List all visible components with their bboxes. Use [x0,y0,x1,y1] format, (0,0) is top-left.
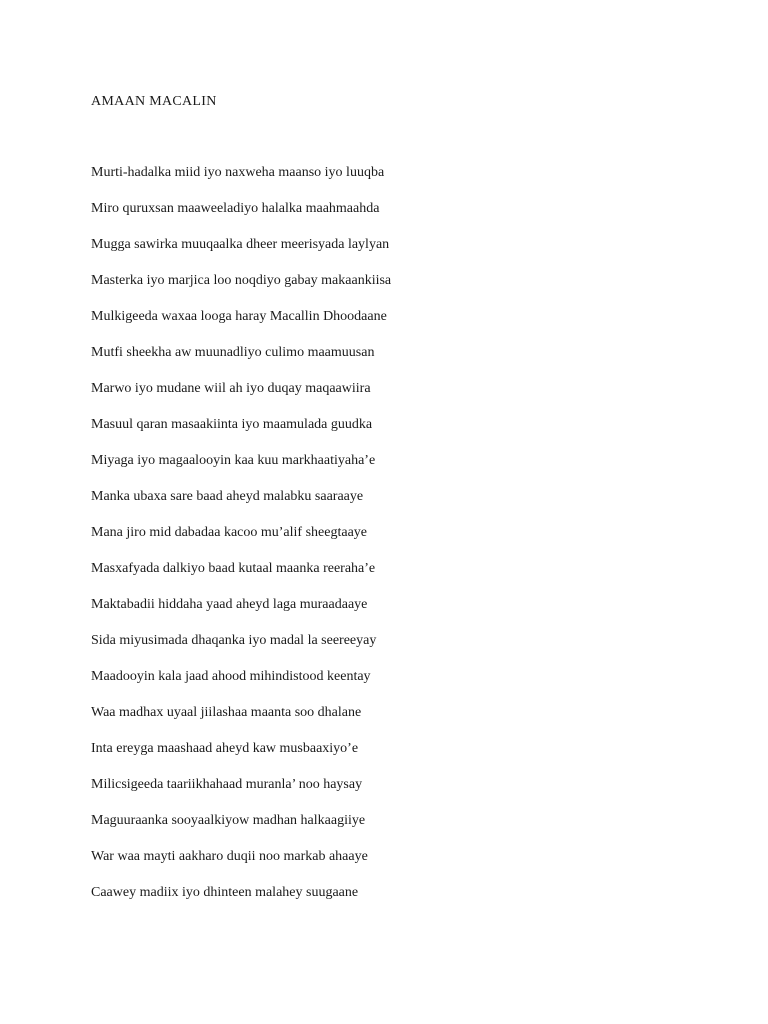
poem-line: Maadooyin kala jaad ahood mihindistood keentay [91,669,371,684]
poem-line: Masuul qaran masaakiinta iyo maamulada guudka [91,417,373,432]
poem-line: Mulkigeeda waxaa looga haray Macallin Dhoodaane [91,309,387,324]
poem-line: Murti-hadalka miid iyo naxweha maanso iyo luuqba [91,165,385,180]
poem-line: Sida miyusimada dhaqanka iyo madal la seereeyay [91,633,377,648]
poem-line: Maguuraanka sooyaalkiyow madhan halkaagiiye [91,813,366,828]
poem-title: AMAAN MACALIN [91,94,217,109]
poem-line: Maktabadii hiddaha yaad aheyd laga muraadaaye [91,597,368,612]
poem-line: Manka ubaxa sare baad aheyd malabku saaraaye [91,489,364,504]
poem-line: Mutfi sheekha aw muunadliyo culimo maamuusan [91,345,375,360]
poem-body [91,164,391,920]
poem-line: Waa madhax uyaal jiilashaa maanta soo dhalane [91,705,362,720]
poem-line: Mugga sawirka muuqaalka dheer meerisyada laylyan [91,237,390,252]
poem-line: Marwo iyo mudane wiil ah iyo duqay maqaawiira [91,381,371,396]
poem-line: Miro quruxsan maaweeladiyo halalka maahmaahda [91,201,380,216]
poem-line: War waa mayti aakharo duqii noo markab ahaaye [91,849,368,864]
poem-line: Masterka iyo marjica loo noqdiyo gabay makaankiisa [91,273,392,288]
poem-line: Inta ereyga maashaad aheyd kaw musbaaxiyo’e [91,741,359,756]
poem-line: Miyaga iyo magaalooyin kaa kuu markhaatiyaha’e [91,453,376,468]
poem-line: Mana jiro mid dabadaa kacoo mu’alif sheegtaaye [91,525,367,540]
poem-line: Masxafyada dalkiyo baad kutaal maanka reeraha’e [91,561,376,576]
poem-line: Caawey madiix iyo dhinteen malahey suugaane [91,885,359,900]
poem-line: Milicsigeeda taariikhahaad muranla’ noo haysay [91,777,363,792]
